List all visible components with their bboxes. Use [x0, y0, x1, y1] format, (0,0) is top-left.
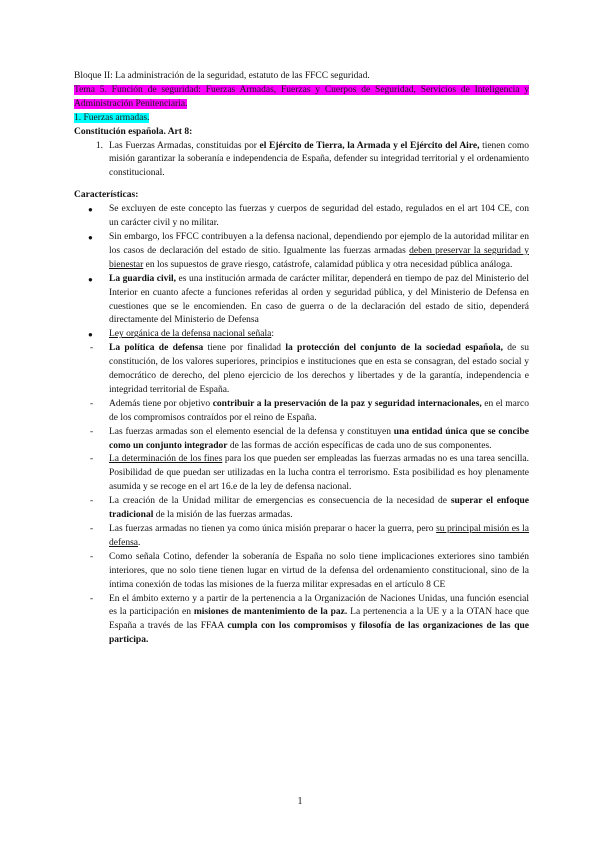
bold-run: contribuir a la preservación de la paz y seguridad internacionales, [212, 398, 482, 409]
bullet-icon: ● [88, 232, 93, 242]
subsection-highlight: 1. Fuerzas armadas. [74, 112, 150, 123]
underlined-run: deben preservar la seguridad y bienestar [109, 245, 529, 270]
bullet-item [74, 273, 529, 329]
text-run: de su constitución, de los valores superiores, principios e instituciones que en esta se consagran, del estado social y democrático de derecho, del pleno ejercicio de los derechos y libertades y de la garantía, independencia e integridad territorial de España. [109, 343, 529, 395]
text-run: La pertenencia a la UE y a la OTAN hace que España a través de las FFAA [109, 607, 529, 632]
text-run: en el marco de los compromisos contraídos por el reino de España. [109, 398, 529, 423]
underlined-run: La determinación de los fines [109, 454, 223, 465]
bold-run: la protección del conjunto de la sociedad española, [285, 343, 503, 354]
text-run: Además tiene por objetivo [109, 398, 213, 409]
caracteristicas-title: Características: [74, 190, 139, 201]
bold-run: La guardia civil, [109, 273, 177, 284]
tema-heading [74, 84, 529, 112]
bullet-item [74, 203, 529, 231]
dash-text [109, 426, 529, 454]
text-run: La creación de la Unidad militar de emergencias es consecuencia de la necesidad de [109, 496, 451, 507]
dash-icon: - [90, 593, 94, 604]
text-run: : [271, 329, 274, 340]
dash-item [74, 342, 529, 398]
dash-icon: - [90, 551, 94, 562]
constitucion-title: Constitución española. Art 8: [74, 126, 193, 137]
bullet-text [109, 328, 529, 342]
bullet-item [74, 328, 529, 342]
text-run: en los supuestos de grave riesgo, catástrofe, calamidad pública y otra necesidad pública análoga. [143, 259, 513, 270]
text-run: Sin embargo, los FFCC contribuyen a la defensa nacional, dependiendo por ejemplo de la autoridad militar en los casos de declaración del estado de sitio. Igualmente las fuerzas armadas [109, 231, 529, 256]
list-number: 1. [95, 140, 103, 151]
dash-item [74, 453, 529, 495]
dash-text [109, 398, 529, 426]
page-number: 1 [297, 796, 303, 807]
bold-run: La política de defensa [109, 343, 204, 354]
text-run: tiene por finalidad [203, 343, 286, 354]
bullet-item [74, 231, 529, 273]
tema-highlight: Tema 5. Función de seguridad: Fuerzas Armadas, Fuerzas y Cuerpos de Seguridad, Servicios de Inteligencia y Administración Penitenciaria. [74, 84, 529, 109]
document-page [74, 70, 529, 648]
dash-icon: - [90, 524, 94, 534]
dash-text [109, 342, 529, 398]
underlined-run: su principal misión es la defensa [109, 524, 529, 548]
dash-text [109, 523, 529, 551]
dash-icon: - [90, 496, 94, 507]
dash-item [74, 495, 529, 523]
dash-text [109, 453, 529, 495]
text-run: tienen como misión garantizar la soberanía e independencia de España, defender su integridad territorial y el ordenamiento constitucional. [109, 140, 529, 179]
dash-item [74, 551, 529, 593]
bullet-icon: ● [88, 205, 93, 215]
bold-run: superar el enfoque tradicional [109, 496, 529, 521]
text-run: de la misión de las fuerzas armadas. [153, 510, 293, 521]
text-run: Las fuerzas armadas no tienen ya como única misión preparar o hacer la guerra, pero [109, 524, 437, 534]
text-run: Las Fuerzas Armadas, constituidas por [109, 140, 260, 151]
dash-text [109, 495, 529, 523]
dash-item [74, 398, 529, 426]
dash-item [74, 593, 529, 649]
dash-icon: - [90, 398, 94, 409]
bold-run: una entidad única que se concibe como un conjunto integrador [109, 426, 529, 451]
text-run: Las fuerzas armadas son el elemento esencial de la defensa y constituyen [109, 426, 394, 437]
bold-run: misiones de mantenimiento de la paz. [193, 607, 348, 618]
bold-run: cumpla con los compromisos y filosofía de las organizaciones de las que participa. [109, 621, 529, 646]
text-run: para los que pueden ser empleadas las fuerzas armadas no es una tarea sencilla. Posibilidad de que puedan ser utilizadas en la lucha contra el terrorismo. Esta posibilidad es hoy plenamente asumida y se recoge en el art 16.e de la ley de defensa nacional. [109, 454, 529, 493]
bullet-text [109, 231, 529, 273]
dash-icon: - [90, 426, 94, 437]
dash-item [74, 426, 529, 454]
text-run: En el ámbito externo y a partir de la pertenencia a la Organización de Naciones Unidas, una función esencial es la participación en [109, 593, 529, 618]
bullet-text [109, 273, 529, 329]
dash-text [109, 593, 529, 649]
bloque-heading: Bloque II: La administración de la seguridad, estatuto de las FFCC seguridad. [74, 71, 370, 81]
dash-item [74, 523, 529, 551]
text-run: . [138, 537, 141, 548]
text-run: es una institución armada de carácter militar, dependerá en tiempo de paz del Ministerio del Interior en cuanto afecte a funciones referidas al orden y seguridad pública, y del Ministerio de Defensa en cuestiones que se le encomienden. En caso de guerra o de la declaración del estado de sitio, dependerá directamente del Ministerio de Defensa [109, 273, 529, 326]
bullet-text: Se excluyen de este concepto las fuerzas y cuerpos de seguridad del estado, regulados en el art 104 CE, con un carácter civil y no militar. [109, 204, 529, 229]
constitucion-list-item [74, 140, 529, 182]
dash-text: Como señala Cotino, defender la soberanía de España no solo tiene implicaciones exteriores sino también interiores, que no solo tiene tienen lugar en virtud de la defensa del ordenamiento constitucional, sino de la íntima conexión de todas las misiones de la fuerza militar expresadas en el artículo 8 CE [109, 551, 529, 590]
bullet-icon: ● [88, 330, 93, 340]
dash-icon: - [90, 454, 94, 465]
underlined-run: Ley orgánica de la defensa nacional señala [109, 329, 272, 340]
list-text [109, 140, 529, 182]
text-run: de las formas de acción específicas de cada uno de sus componentes. [227, 440, 492, 451]
bullet-icon: ● [88, 274, 93, 284]
bold-run: el Ejército de Tierra, la Armada y el Ejército del Aire, [259, 140, 480, 151]
dash-icon: - [90, 343, 94, 354]
subsection-heading [74, 112, 529, 126]
